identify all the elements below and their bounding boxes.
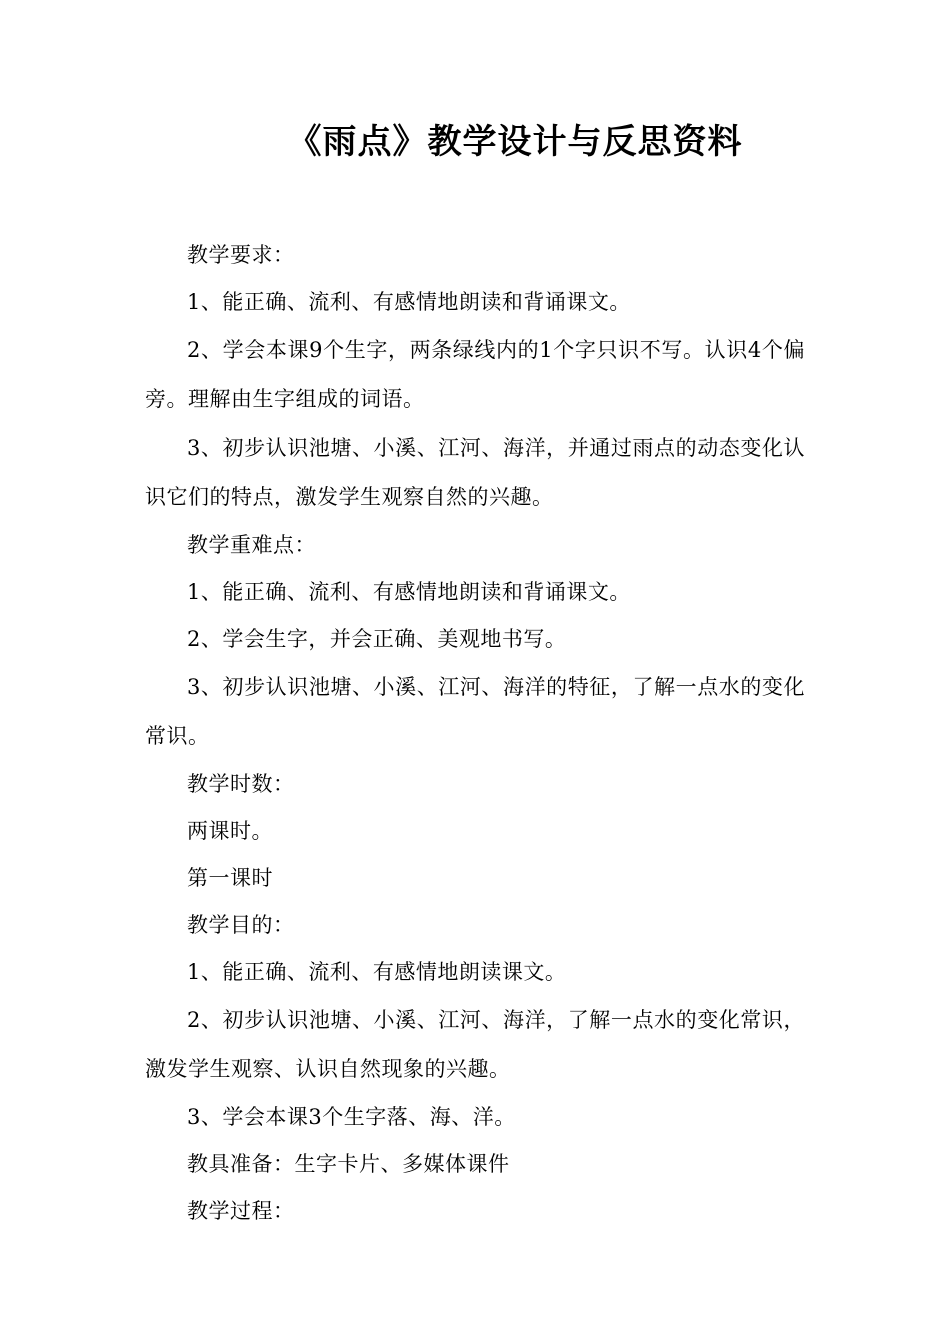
paragraph: 3、初步认识池塘、小溪、江河、海洋的特征，了解一点水的变化常识。 (145, 675, 805, 748)
paragraph-teaching-aids: 教具准备：生字卡片、多媒体课件 (187, 1152, 510, 1176)
paragraph: 3、初步认识池塘、小溪、江河、海洋，并通过雨点的动态变化认识它们的特点，激发学生观察自然的兴趣。 (145, 436, 805, 509)
paragraph-teaching-process-heading: 教学过程： (187, 1199, 295, 1223)
paragraph: 2、初步认识池塘、小溪、江河、海洋，了解一点水的变化常识，激发学生观察、认识自然现象的兴趣。 (145, 1008, 805, 1081)
paragraph: 1、能正确、流利、有感情地朗读课文。 (187, 960, 567, 984)
paragraph-teaching-goals-heading: 教学目的： (187, 913, 295, 937)
paragraph: 2、学会本课9个生字，两条绿线内的1个字只识不写。认识4个偏旁。理解由生字组成的词语。 (145, 338, 805, 411)
paragraph-key-points-heading: 教学重难点： (187, 533, 316, 557)
paragraph-class-hours-heading: 教学时数： (187, 772, 295, 796)
paragraph: 1、能正确、流利、有感情地朗读和背诵课文。 (187, 290, 631, 314)
paragraph: 两课时。 (187, 819, 273, 843)
document-body (145, 232, 805, 1235)
paragraph: 1、能正确、流利、有感情地朗读和背诵课文。 (187, 580, 631, 604)
paragraph: 2、学会生字，并会正确、美观地书写。 (187, 627, 567, 651)
paragraph: 3、学会本课3个生字落、海、洋。 (187, 1105, 516, 1129)
document-title: 《雨点》教学设计与反思资料 (287, 122, 743, 162)
paragraph-teaching-requirements-heading: 教学要求： (187, 243, 295, 267)
paragraph-first-lesson-heading: 第一课时 (187, 866, 273, 890)
